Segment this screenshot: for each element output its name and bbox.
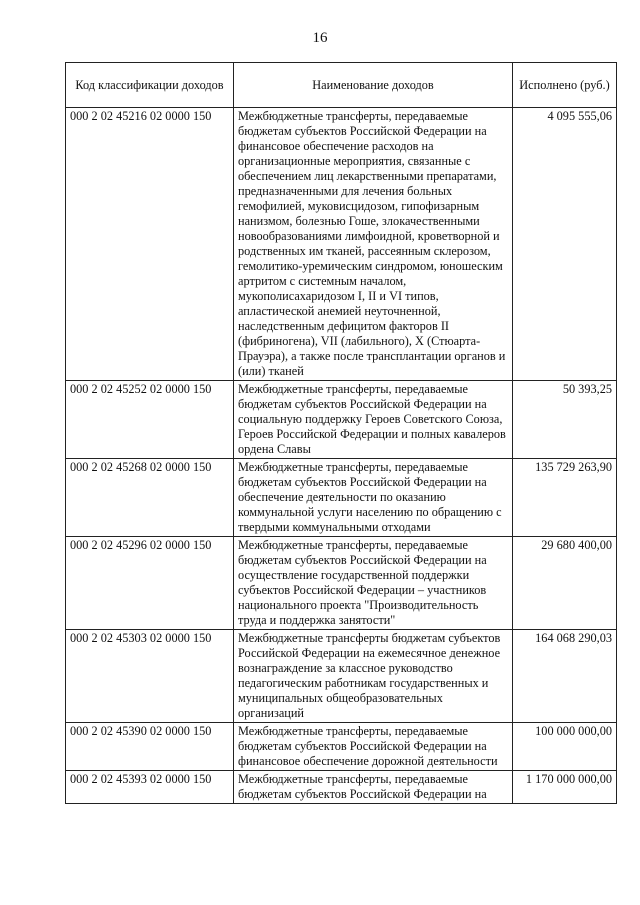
classification-code: 000 2 02 45268 02 0000 150 <box>66 459 234 537</box>
classification-code: 000 2 02 45252 02 0000 150 <box>66 381 234 459</box>
revenue-name: Межбюджетные трансферты, передаваемые бюджетам субъектов Российской Федерации на <box>234 771 513 804</box>
revenue-table <box>65 62 617 804</box>
table-row <box>66 108 617 381</box>
table-row <box>66 381 617 459</box>
classification-code: 000 2 02 45390 02 0000 150 <box>66 723 234 771</box>
header-amount: Исполнено (руб.) <box>513 63 617 108</box>
table-row <box>66 771 617 804</box>
revenue-name: Межбюджетные трансферты, передаваемые бюджетам субъектов Российской Федерации на финансовое обеспечение расходов на организационные мероприятия, связанные с обеспечением лиц лекарственными препаратами, предназначенными для лечения больных гемофилией, муковисцидозом, гипофизарным нанизмом, болезнью Гоше, злокачественными новообразованиями лимфоидной, кроветворной и родственных им тканей, рассеянным склерозом, гемолитико-уремическим синдромом, юношеским артритом с системным началом, мукополисахаридозом I, II и VI типов, апластической анемией неуточненной, наследственным дефицитом факторов II (фибриногена), VII (лабильного), X (Стюарта-Прауэра), а также после трансплантации органов и (или) тканей <box>234 108 513 381</box>
page-number: 16 <box>312 30 328 46</box>
table-row <box>66 630 617 723</box>
classification-code: 000 2 02 45216 02 0000 150 <box>66 108 234 381</box>
executed-amount: 135 729 263,90 <box>513 459 617 537</box>
executed-amount: 100 000 000,00 <box>513 723 617 771</box>
table-header-row <box>66 63 617 108</box>
executed-amount: 164 068 290,03 <box>513 630 617 723</box>
classification-code: 000 2 02 45303 02 0000 150 <box>66 630 234 723</box>
revenue-name: Межбюджетные трансферты, передаваемые бюджетам субъектов Российской Федерации на финансовое обеспечение дорожной деятельности <box>234 723 513 771</box>
executed-amount: 4 095 555,06 <box>513 108 617 381</box>
header-name: Наименование доходов <box>234 63 513 108</box>
executed-amount: 50 393,25 <box>513 381 617 459</box>
table-row <box>66 537 617 630</box>
revenue-name: Межбюджетные трансферты, передаваемые бюджетам субъектов Российской Федерации на осуществление государственной поддержки субъектов Российской Федерации – участников национального проекта "Производительность труда и поддержка занятости" <box>234 537 513 630</box>
classification-code: 000 2 02 45393 02 0000 150 <box>66 771 234 804</box>
revenue-name: Межбюджетные трансферты, передаваемые бюджетам субъектов Российской Федерации на социальную поддержку Героев Советского Союза, Героев Российской Федерации и полных кавалеров ордена Славы <box>234 381 513 459</box>
table-row <box>66 723 617 771</box>
classification-code: 000 2 02 45296 02 0000 150 <box>66 537 234 630</box>
header-code: Код классификации доходов <box>66 63 234 108</box>
executed-amount: 29 680 400,00 <box>513 537 617 630</box>
revenue-name: Межбюджетные трансферты бюджетам субъектов Российской Федерации на ежемесячное денежное вознаграждение за классное руководство педагогическим работникам государственных и муниципальных общеобразовательных организаций <box>234 630 513 723</box>
table-row <box>66 459 617 537</box>
executed-amount: 1 170 000 000,00 <box>513 771 617 804</box>
revenue-name: Межбюджетные трансферты, передаваемые бюджетам субъектов Российской Федерации на обеспечение деятельности по оказанию коммунальной услуги населению по обращению с твердыми коммунальными отходами <box>234 459 513 537</box>
